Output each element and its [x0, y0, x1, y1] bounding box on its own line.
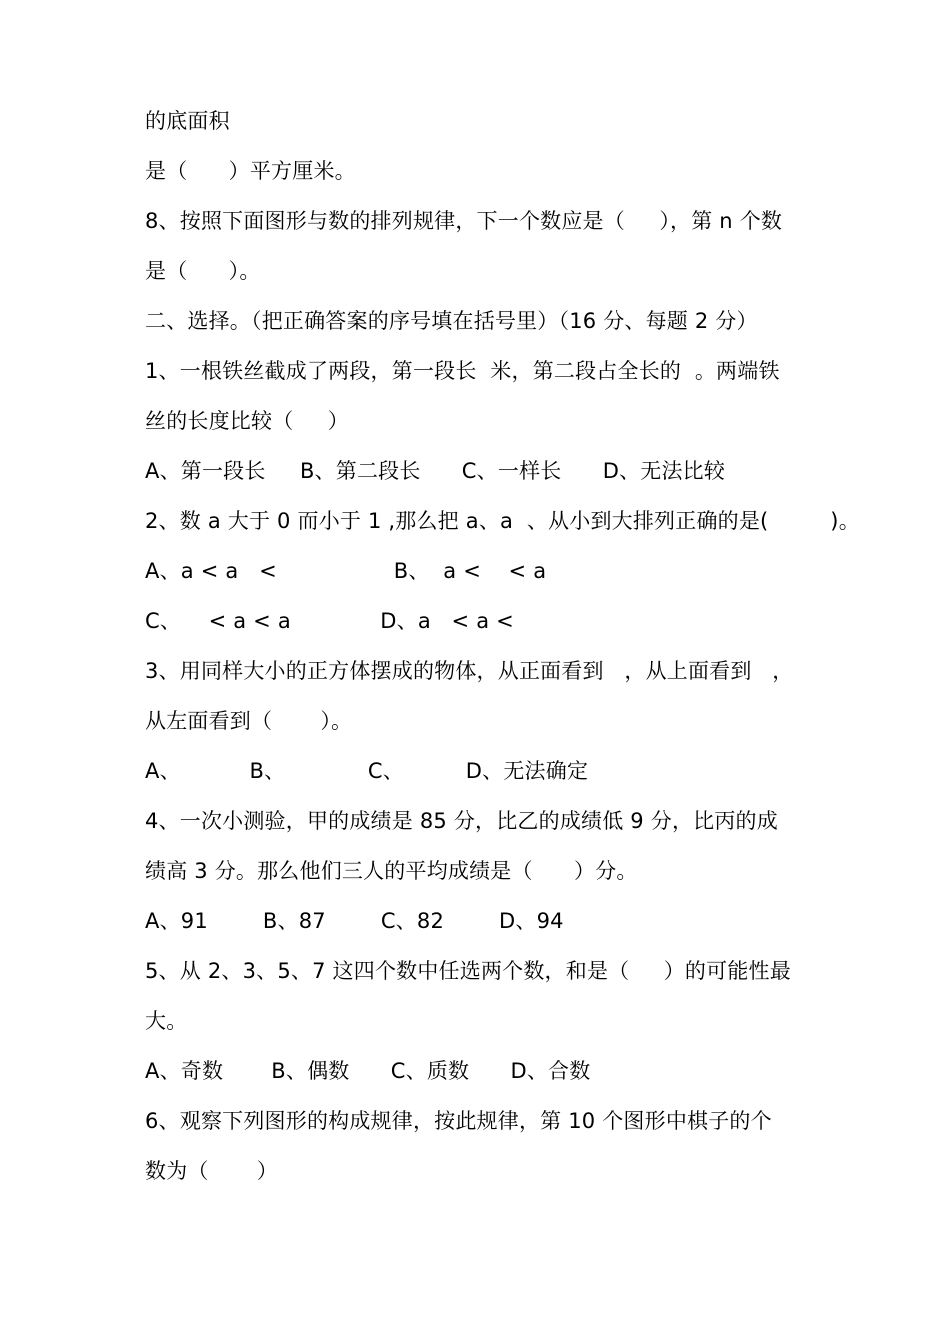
options-line: A、a < a < B、 a < < a: [145, 559, 547, 583]
text-line: 大。: [145, 1009, 188, 1033]
text-line: 是（ ）平方厘米。: [145, 159, 356, 183]
text-line: 绩高 3 分。那么他们三人的平均成绩是（ ）分。: [145, 859, 638, 883]
text-line: 是（ ）。: [145, 259, 261, 283]
text-line: 的底面积: [145, 109, 230, 133]
text-line: 丝的长度比较（ ）: [145, 409, 349, 433]
text-line: 从左面看到（ ）。: [145, 709, 353, 733]
question-6: 6、观察下列图形的构成规律，按此规律，第 10 个图形中棋子的个: [145, 1109, 772, 1133]
options-line: A、奇数 B、偶数 C、质数 D、合数: [145, 1059, 591, 1083]
options-line: A、 B、 C、 D、无法确定: [145, 759, 589, 783]
section-heading: 二、选择。（把正确答案的序号填在括号里）（16 分、每题 2 分）: [145, 309, 758, 333]
question-4: 4、一次小测验，甲的成绩是 85 分，比乙的成绩低 9 分，比丙的成: [145, 809, 778, 833]
options-line: A、91 B、87 C、82 D、94: [145, 909, 564, 933]
question-5: 5、从 2、3、5、7 这四个数中任选两个数，和是（ ）的可能性最: [145, 959, 791, 983]
question-8: 8、按照下面图形与数的排列规律，下一个数应是（ ），第 n 个数: [145, 209, 783, 233]
options-line: C、 < a < a D、a < a <: [145, 609, 514, 633]
question-3: 3、用同样大小的正方体摆成的物体，从正面看到 ，从上面看到 ，: [145, 659, 794, 683]
text-line: 数为（ ）: [145, 1159, 278, 1183]
question-2: 2、数 a 大于 0 而小于 1 ,那么把 a、a 、从小到大排列正确的是( )。: [145, 509, 860, 533]
options-line: A、第一段长 B、第二段长 C、一样长 D、无法比较: [145, 459, 726, 483]
question-1: 1、一根铁丝截成了两段，第一段长 米，第二段占全长的 。两端铁: [145, 359, 780, 383]
